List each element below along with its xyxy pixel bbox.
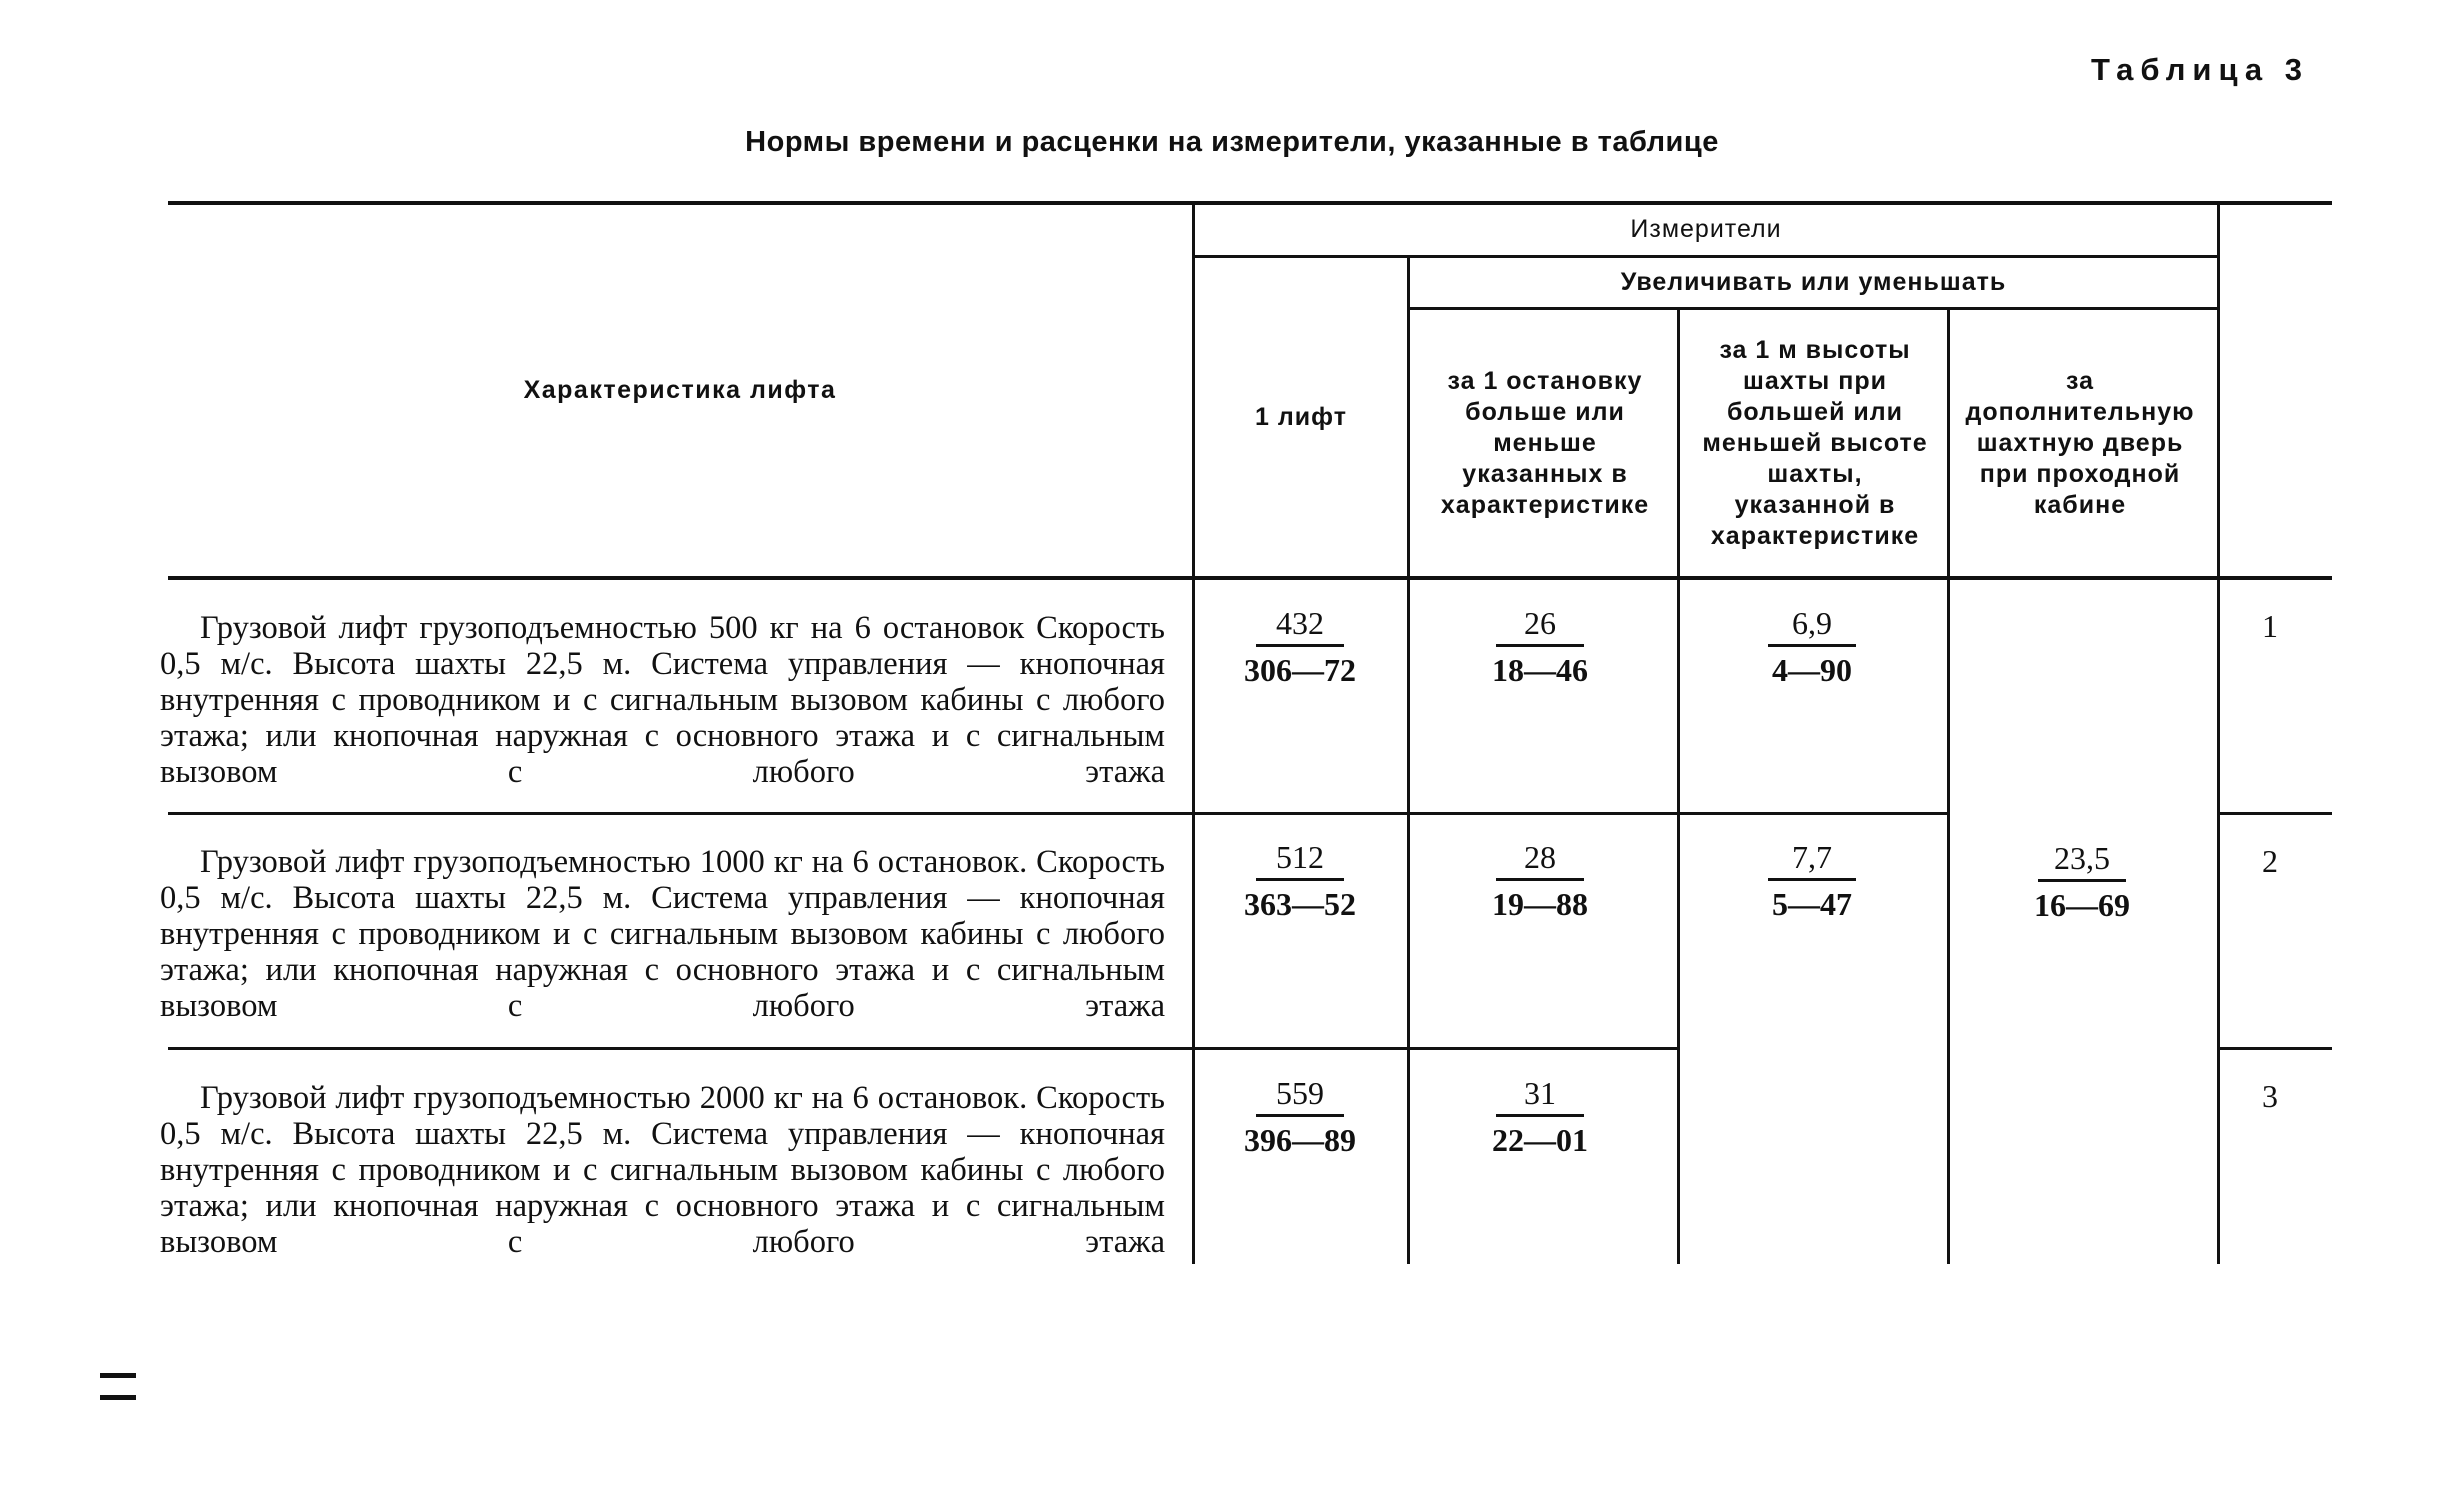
row3-one-lift (1200, 1073, 1400, 1160)
row3-per-stop-price: 22—01 (1492, 1122, 1588, 1158)
row3-per-stop (1440, 1073, 1640, 1160)
header-increase-decrease: Увеличивать или уменьшать (1620, 268, 2007, 296)
row1-per-meter (1712, 603, 1912, 690)
row2-one-lift-price: 363—52 (1244, 886, 1356, 922)
row2-per-stop-norm: 28 (1496, 837, 1584, 881)
row2-one-lift-norm: 512 (1256, 837, 1344, 881)
table-label: Таблица 3 (2090, 52, 2309, 87)
row1-number: 1 (2262, 608, 2278, 644)
header-per-door: за дополнительную шахтную дверь при проходной кабине (1965, 366, 2195, 519)
row1-bottom-rule-left (168, 812, 1948, 815)
row1-per-stop (1440, 603, 1640, 690)
row2-per-stop (1440, 837, 1640, 924)
row1-per-meter-norm: 6,9 (1768, 603, 1856, 647)
row3-description: Грузовой лифт грузоподъемностью 2000 кг на 6 остановок. Скорость 0,5 м/с. Высота шахты 22,5 м. Система управления — кнопочная внутренняя с проводником и с сигнальным вызовом кабины с любого этажа; или кнопочная наружная с основного этажа и с сигнальным вызовом с любого этажа (160, 1080, 1165, 1260)
row3-per-stop-norm: 31 (1496, 1073, 1584, 1117)
row2-bottom-rule-left (168, 1047, 1678, 1050)
header-measures: Измерители (1630, 215, 1782, 243)
header-bottom-rule (168, 576, 2332, 580)
row1-per-stop-price: 18—46 (1492, 652, 1588, 688)
row1-description: Грузовой лифт грузоподъемностью 500 кг на 6 остановок Скорость 0,5 м/с. Высота шахты 22,5 м. Система управления — кнопочная внутренняя с проводником и с сигнальным вызовом кабины с любого этажа; или кнопочная наружная с основного этажа и с сигнальным вызовом с любого этажа (160, 610, 1165, 790)
col-divider-3 (1677, 307, 1680, 1264)
row2-per-meter (1712, 837, 1912, 924)
col-divider-2 (1407, 255, 1410, 1264)
header-per-meter: за 1 м высоты шахты при большей или меньшей высоте шахты, указанной в характеристике (1702, 335, 1928, 550)
col-divider-5 (2217, 201, 2220, 1264)
row2-bottom-rule-right (2218, 1047, 2332, 1050)
table-title: Нормы времени и расценки на измерители, указанные в таблице (745, 126, 1719, 158)
page-mark-lower (100, 1395, 136, 1400)
page-mark-upper (100, 1373, 136, 1378)
row1-one-lift-norm: 432 (1256, 603, 1344, 647)
row2-per-meter-norm: 7,7 (1768, 837, 1856, 881)
col-divider-4 (1947, 307, 1950, 1264)
row3-one-lift-price: 396—89 (1244, 1122, 1356, 1158)
row1-one-lift (1200, 603, 1400, 690)
row2-per-meter-price: 5—47 (1772, 886, 1852, 922)
per-door-norm: 23,5 (2038, 838, 2126, 882)
row2-per-stop-price: 19—88 (1492, 886, 1588, 922)
row1-per-meter-price: 4—90 (1772, 652, 1852, 688)
per-door-price: 16—69 (2034, 887, 2130, 923)
header-characteristic: Характеристика лифта (523, 375, 837, 404)
row2-one-lift (1200, 837, 1400, 924)
row1-bottom-rule-right (2218, 812, 2332, 815)
row2-description: Грузовой лифт грузоподъемностью 1000 кг на 6 остановок. Скорость 0,5 м/с. Высота шахты 22,5 м. Система управления — кнопочная внутренняя с проводником и с сигнальным вызовом кабины с любого этажа; или кнопочная наружная с основного этажа и с сигнальным вызовом с любого этажа (160, 844, 1165, 1024)
row3-number: 3 (2262, 1078, 2278, 1114)
row2-number: 2 (2262, 843, 2278, 879)
row1-one-lift-price: 306—72 (1244, 652, 1356, 688)
row3-one-lift-norm: 559 (1256, 1073, 1344, 1117)
row1-per-stop-norm: 26 (1496, 603, 1584, 647)
header-per-stop: за 1 остановку больше или меньше указанных в характеристике (1440, 366, 1650, 519)
per-door-shared (1982, 838, 2182, 925)
header-one-lift: 1 лифт (1255, 402, 1347, 431)
